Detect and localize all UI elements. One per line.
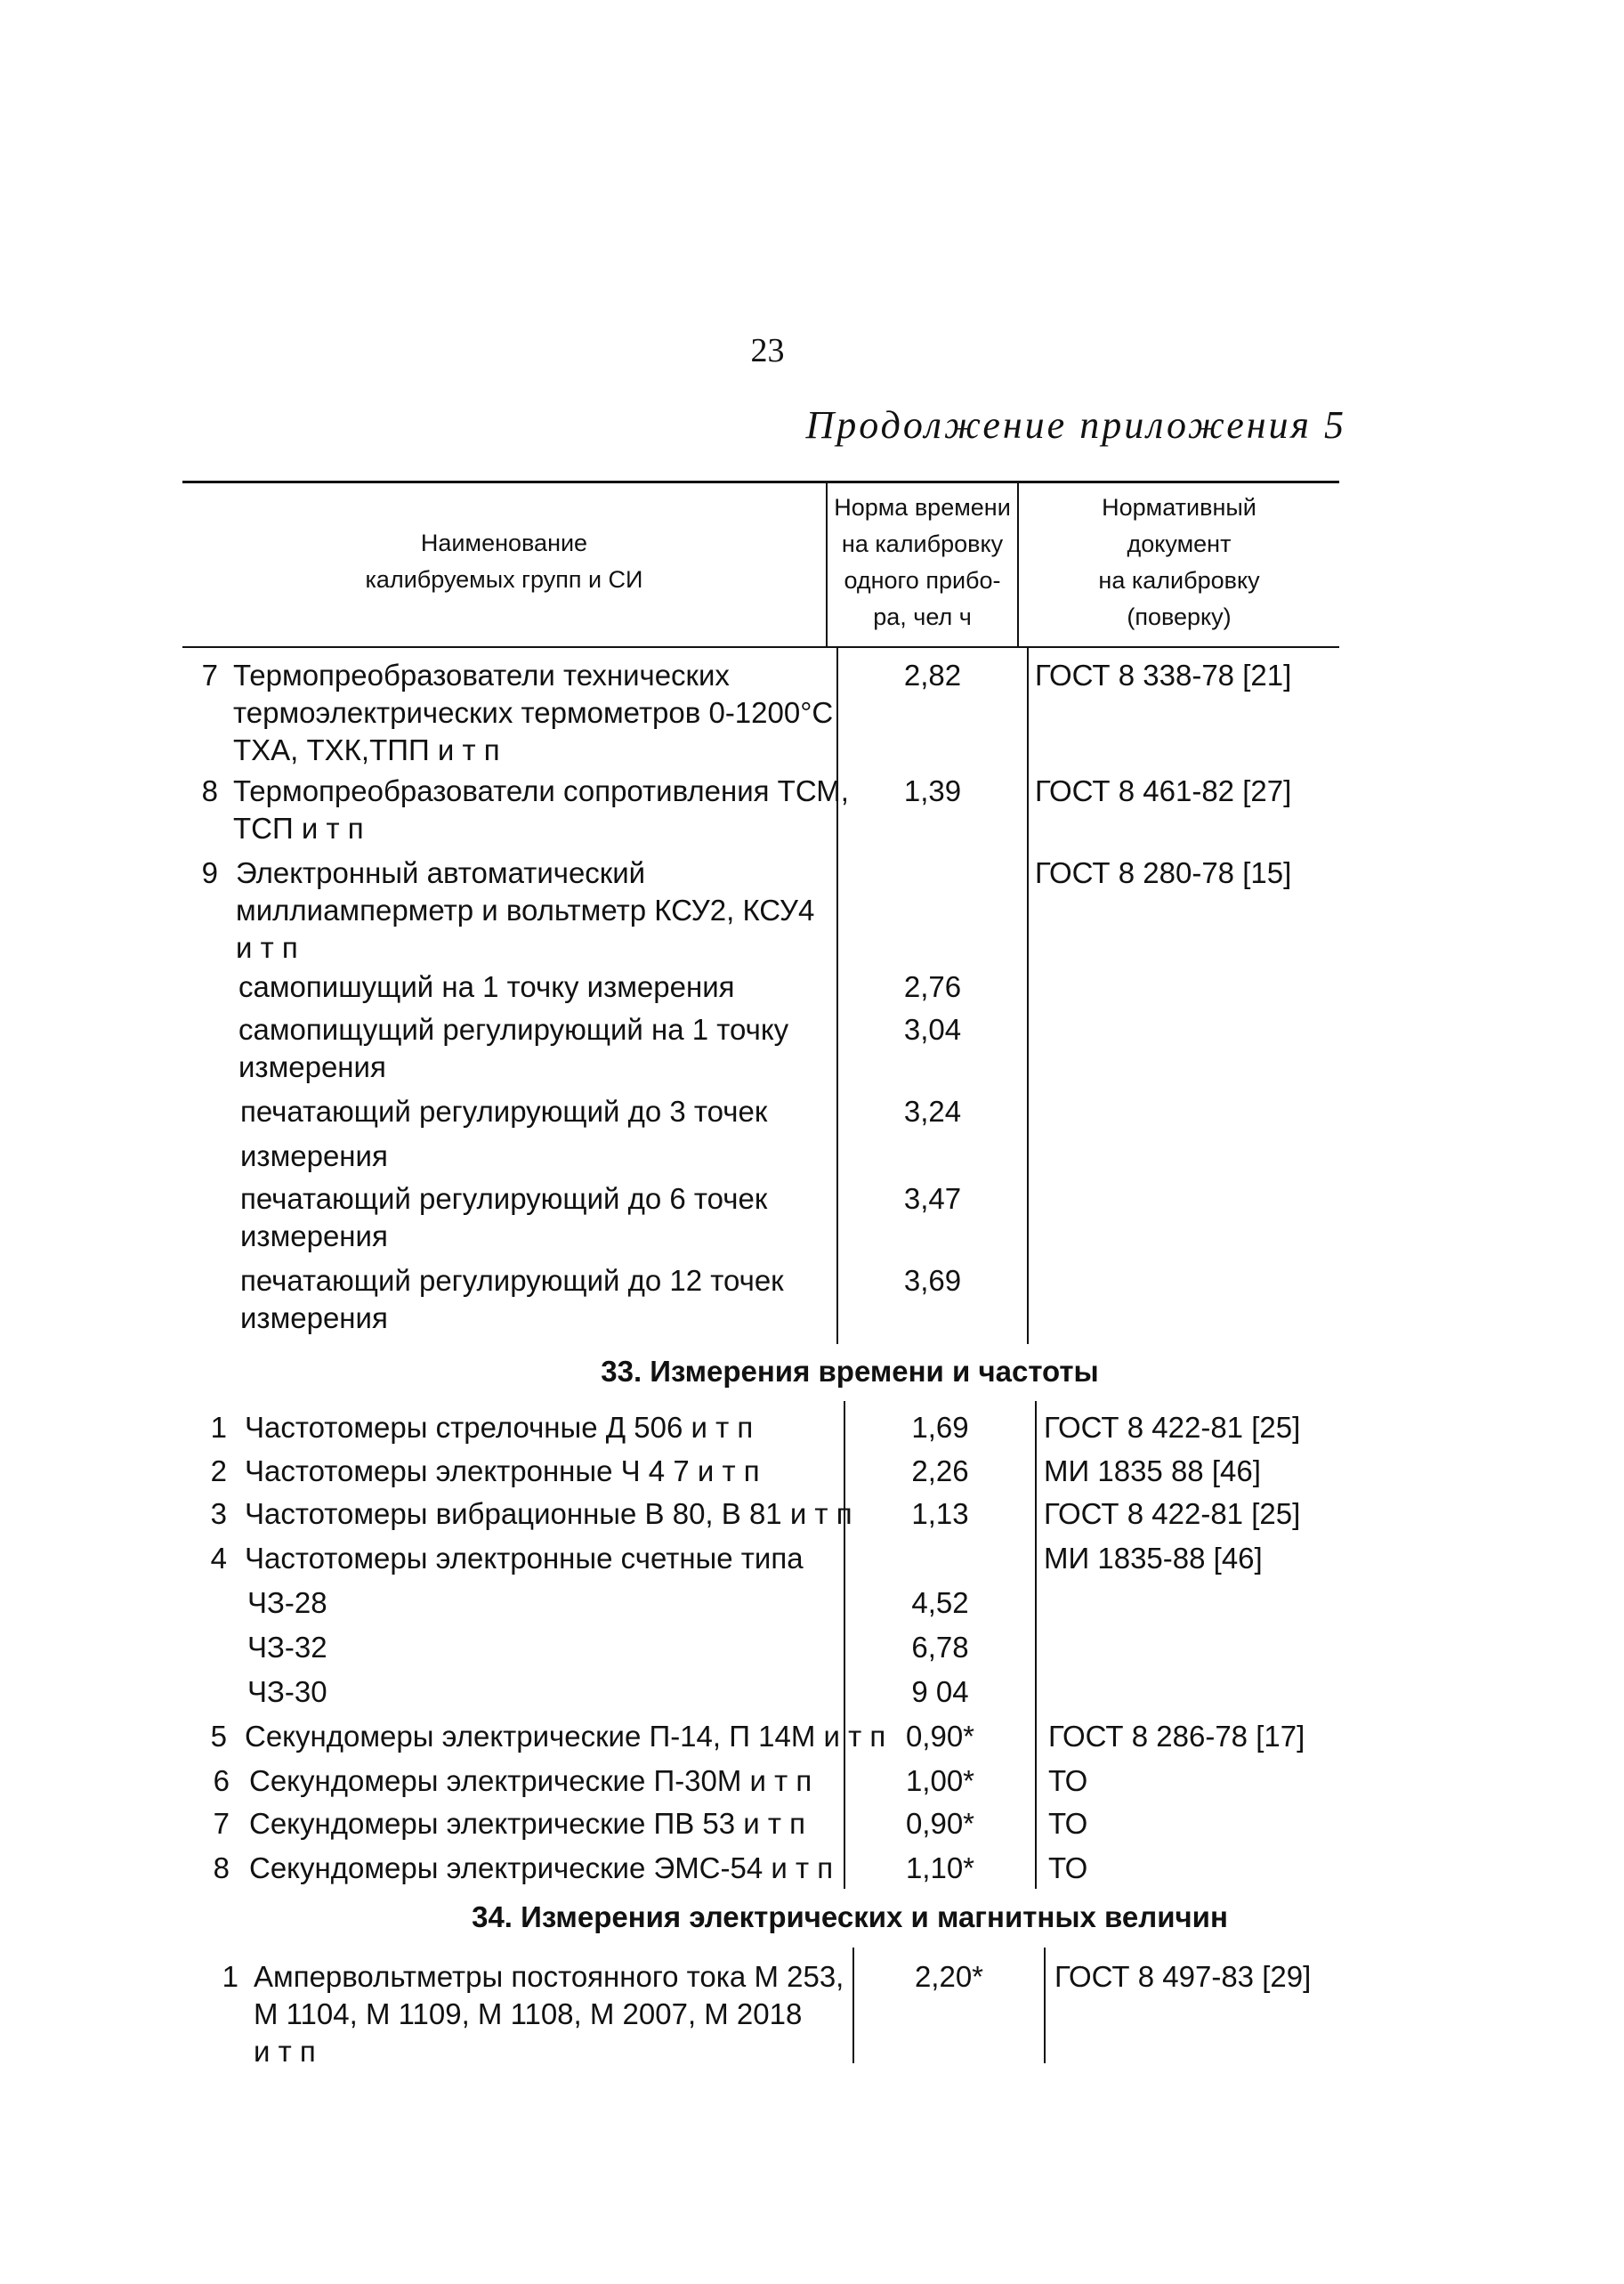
row-name [240, 1180, 767, 1255]
header-norm-line: одного прибо- [844, 567, 1001, 594]
row-name-line: ТХА, ТХК,ТПП и т п [233, 733, 500, 766]
row-doc: МИ 1835-88 [46] [1044, 1542, 1263, 1575]
row-name-line: Термопреобразователи сопротивления ТСМ, [233, 774, 849, 807]
row-name: Секундомеры электрические ЭМС-54 и т п [249, 1851, 834, 1884]
header-norm [828, 490, 1017, 636]
row-name: ЧЗ-32 [247, 1631, 327, 1664]
row-name-line: измерения [240, 1301, 388, 1334]
row-name: ЧЗ-30 [247, 1675, 327, 1708]
row-number: 6 [213, 1764, 230, 1797]
header-doc-line: (поверку) [1127, 603, 1232, 630]
row-name-line: измерения [240, 1219, 388, 1252]
row-name [240, 1093, 767, 1175]
row-name-line: измерения [238, 1050, 386, 1083]
row-name: Частотомеры электронные Ч 4 7 и т п [245, 1454, 760, 1487]
row-doc: ГОСТ 8 286-78 [17] [1048, 1720, 1305, 1753]
continuation-title: Продолжение приложения 5 [805, 403, 1346, 447]
body-divider-b2 [1035, 1401, 1037, 1889]
row-name: Частотомеры электронные счетные типа [245, 1542, 804, 1575]
row-name-line: Электронный автоматический [236, 856, 646, 889]
row-doc: МИ 1835 88 [46] [1044, 1454, 1261, 1487]
row-norm: 1,10* [905, 1851, 975, 1884]
row-number: 2 [210, 1454, 227, 1487]
page-number: 23 [750, 332, 785, 369]
row-norm: 0,90* [905, 1807, 975, 1840]
row-norm: 2,82 [903, 659, 962, 692]
header-doc-line: Нормативный [1102, 494, 1256, 521]
row-name: Частотомеры вибрационные В 80, В 81 и т п [245, 1497, 852, 1530]
row-number: 7 [201, 659, 218, 692]
row-name [236, 854, 814, 967]
row-name-line: печатающий регулирующий до 3 точек [240, 1095, 768, 1128]
row-number: 7 [213, 1807, 230, 1840]
header-name-line: калибруемых групп и СИ [365, 566, 643, 593]
row-number: 5 [210, 1720, 227, 1753]
row-doc: ГОСТ 8 461-82 [27] [1035, 774, 1292, 807]
row-number: 8 [213, 1851, 230, 1884]
row-doc: ГОСТ 8 280-78 [15] [1035, 856, 1292, 889]
row-norm: 1,69 [911, 1411, 969, 1444]
row-number: 1 [210, 1411, 227, 1444]
row-number: 1 [222, 1960, 238, 1993]
row-name-line: измерения [240, 1139, 388, 1172]
row-norm: 1,00* [905, 1764, 975, 1797]
row-name [233, 773, 849, 847]
row-name-line: самопишущий на 1 точку измерения [238, 970, 735, 1003]
header-norm-line: на калибровку [841, 531, 1004, 557]
row-doc: ГОСТ 8 422-81 [25] [1044, 1411, 1301, 1444]
row-doc: ГОСТ 8 338-78 [21] [1035, 659, 1292, 692]
row-doc: ТО [1048, 1851, 1088, 1884]
row-name-line: М 1104, М 1109, М 1108, М 2007, М 2018 [254, 1997, 803, 2030]
row-doc: ТО [1048, 1807, 1088, 1840]
table-top-rule [182, 481, 1339, 483]
row-doc: ТО [1048, 1764, 1088, 1797]
row-name [238, 968, 735, 1006]
row-norm: 3,69 [903, 1264, 962, 1297]
row-norm: 3,04 [903, 1013, 962, 1046]
row-name [254, 1958, 844, 2070]
body-divider-c2 [1044, 1948, 1046, 2063]
row-number: 8 [201, 774, 218, 807]
header-name [182, 525, 826, 598]
row-name: Секундомеры электрические П-30М и т п [249, 1764, 812, 1797]
row-norm: 1,13 [911, 1497, 969, 1530]
header-norm-line: ра, чел ч [873, 603, 972, 630]
row-name-line: миллиамперметр и вольтметр КСУ2, КСУ4 [236, 894, 815, 927]
section-33-title: 33. Измерения времени и частоты [601, 1355, 1099, 1388]
row-name [240, 1262, 784, 1337]
row-name-line: самопищущий регулирующий на 1 точку [238, 1013, 789, 1046]
row-name-line: печатающий регулирующий до 6 точек [240, 1182, 768, 1215]
row-doc: ГОСТ 8 422-81 [25] [1044, 1497, 1301, 1530]
header-norm-line: Норма времени [834, 494, 1011, 521]
row-name: Секундомеры электрические ПВ 53 и т п [249, 1807, 806, 1840]
header-doc [1019, 490, 1339, 636]
row-number: 3 [210, 1497, 227, 1530]
table-header-bottom-rule [182, 646, 1339, 648]
row-name-line: и т п [236, 931, 298, 964]
row-name: Секундомеры электрические П-14, П 14М и т п [245, 1720, 886, 1753]
row-norm: 2,76 [903, 970, 962, 1003]
row-name-line: Термопреобразователи технических [233, 659, 730, 692]
row-norm: 0,90* [905, 1720, 975, 1753]
row-number: 9 [201, 856, 218, 889]
row-norm: 2,20* [914, 1960, 984, 1993]
row-norm: 3,24 [903, 1095, 962, 1128]
header-doc-line: на калибровку [1098, 567, 1260, 594]
row-name-line: термоэлектрических термометров 0-1200°С [233, 696, 834, 729]
row-norm: 6,78 [911, 1631, 969, 1664]
row-name [238, 1011, 788, 1086]
row-doc: ГОСТ 8 497-83 [29] [1054, 1960, 1312, 1993]
header-name-line: Наименование [420, 530, 588, 556]
row-name-line: Ампервольтметры постоянного тока М 253, [254, 1960, 844, 1993]
row-name [233, 657, 833, 769]
row-name-line: и т п [254, 2035, 316, 2068]
body-divider-a2 [1027, 648, 1029, 1344]
row-norm: 9 04 [911, 1675, 969, 1708]
row-name-line: ТСП и т п [233, 812, 364, 845]
row-name: ЧЗ-28 [247, 1586, 327, 1619]
row-number: 4 [210, 1542, 227, 1575]
header-doc-line: документ [1127, 531, 1232, 557]
row-norm: 1,39 [903, 774, 962, 807]
row-name: Частотомеры стрелочные Д 506 и т п [245, 1411, 754, 1444]
row-norm: 3,47 [903, 1182, 962, 1215]
row-name-line: печатающий регулирующий до 12 точек [240, 1264, 784, 1297]
row-norm: 4,52 [911, 1586, 969, 1619]
row-norm: 2,26 [911, 1454, 969, 1487]
section-34-title: 34. Измерения электрических и магнитных величин [472, 1900, 1228, 1933]
